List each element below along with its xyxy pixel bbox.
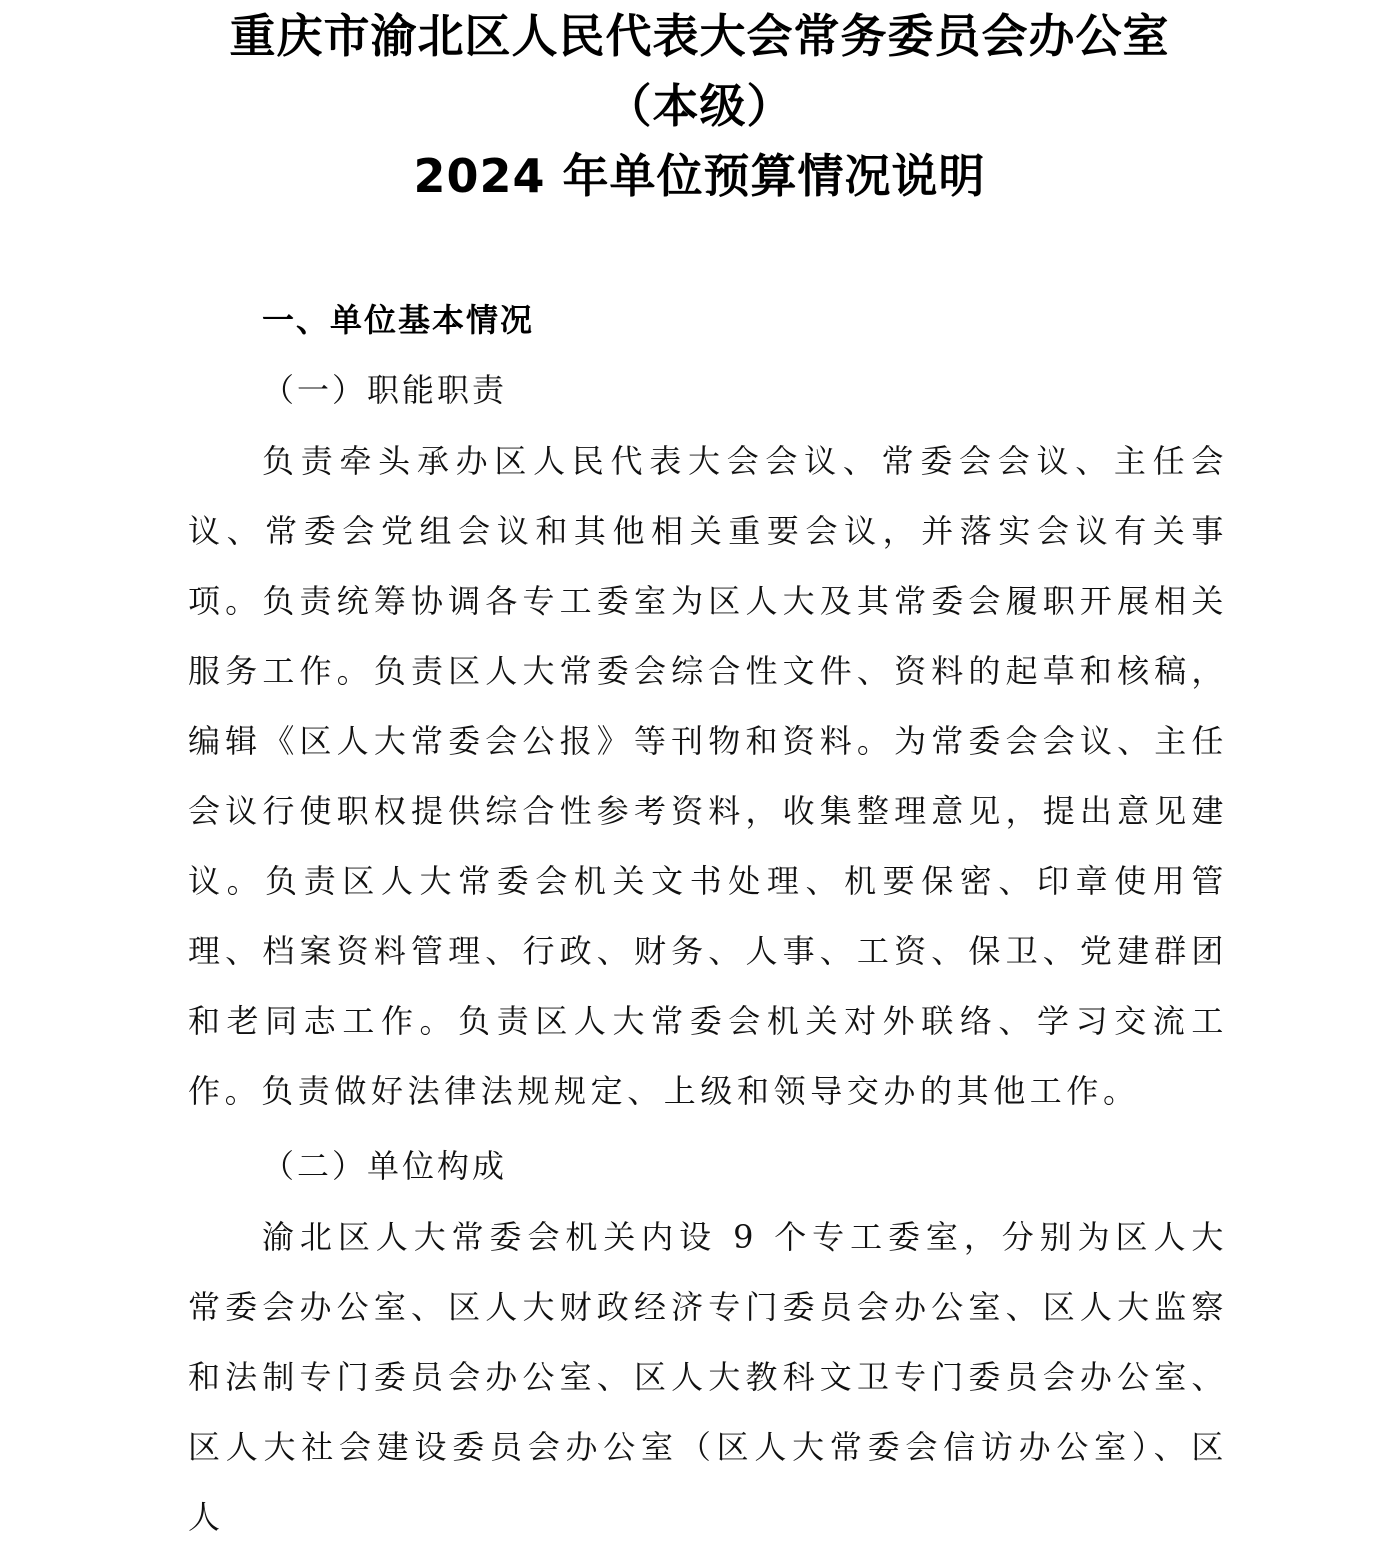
subsection-heading-functions: （一）职能职责 <box>262 371 508 409</box>
document-title-line-2: （本级） <box>605 79 794 133</box>
document-title-line-3: 2024 年单位预算情况说明 <box>413 149 986 203</box>
section-heading-basic-info: 一、单位基本情况 <box>262 301 535 339</box>
document-title-line-1: 重庆市渝北区人民代表大会常务委员会办公室 <box>229 9 1170 63</box>
subsection-heading-composition: （二）单位构成 <box>262 1147 508 1185</box>
composition-paragraph: 渝北区人大常委会机关内设 9 个专工委室，分别为区人大常委会办公室、区人大财政经济专门委员会办公室、区人大监察和法制专门委员会办公室、区人大教科文卫专门委员会办公室、区人大社会建设委员会办公室（区人大常委会信访办公室）、区人 <box>188 1218 1228 1536</box>
functions-paragraph: 负责牵头承办区人民代表大会会议、常委会会议、主任会议、常委会党组会议和其他相关重要会议，并落实会议有关事项。负责统筹协调各专工委室为区人大及其常委会履职开展相关服务工作。负责区人大常委会综合性文件、资料的起草和核稿，编辑《区人大常委会公报》等刊物和资料。为常委会会议、主任会议行使职权提供综合性参考资料，收集整理意见，提出意见建议。负责区人大常委会机关文书处理、机要保密、印章使用管理、档案资料管理、行政、财务、人事、工资、保卫、党建群团和老同志工作。负责区人大常委会机关对外联络、学习交流工作。负责做好法律法规规定、上级和领导交办的其他工作。 <box>188 442 1228 1110</box>
